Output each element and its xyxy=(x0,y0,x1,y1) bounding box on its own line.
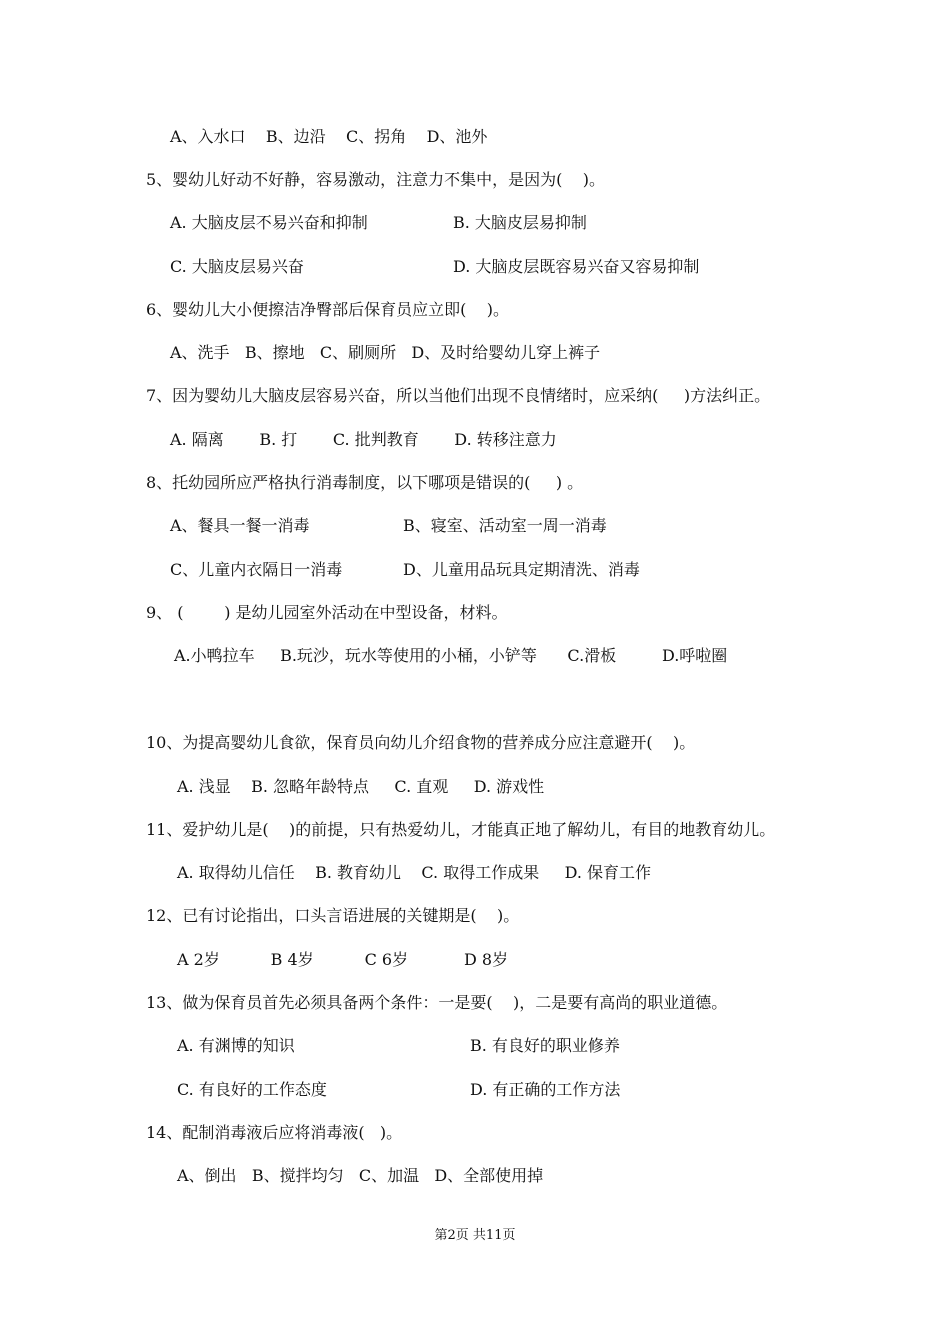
q13-option-a: A. 有渊博的知识 xyxy=(177,1036,295,1055)
q13-option-b: B. 有良好的职业修养 xyxy=(470,1036,620,1055)
q8-option-b: B、寝室、活动室一周一消毒 xyxy=(403,516,607,535)
page-footer: 第2页 共11页 xyxy=(434,1228,516,1243)
q5-option-c: C. 大脑皮层易兴奋 xyxy=(170,257,304,276)
q8-option-c: C、儿童内衣隔日一消毒 xyxy=(170,560,343,579)
q8-option-a: A、餐具一餐一消毒 xyxy=(170,516,310,535)
q5-question: 5、婴幼儿好动不好静，容易激动，注意力不集中，是因为( )。 xyxy=(146,170,606,189)
q9-options: A.小鸭拉车 B.玩沙，玩水等使用的小桶，小铲等 C.滑板 D.呼啦圈 xyxy=(174,646,728,665)
q5-option-a: A. 大脑皮层不易兴奋和抑制 xyxy=(170,213,368,232)
q14-question: 14、配制消毒液后应将消毒液( )。 xyxy=(146,1123,403,1142)
q13-option-c: C. 有良好的工作态度 xyxy=(177,1080,327,1099)
q10-options: A. 浅显 B. 忽略年龄特点 C. 直观 D. 游戏性 xyxy=(177,777,545,796)
q6-options: A、洗手 B、擦地 C、刷厕所 D、及时给婴幼儿穿上裤子 xyxy=(170,343,601,362)
q6-question: 6、婴幼儿大小便擦洁净臀部后保育员应立即( )。 xyxy=(146,300,510,319)
q11-question: 11、爱护幼儿是( )的前提，只有热爱幼儿，才能真正地了解幼儿，有目的地教育幼儿。 xyxy=(146,820,776,839)
q12-options: A 2岁 B 4岁 C 6岁 D 8岁 xyxy=(177,950,509,969)
q8-question: 8、托幼园所应严格执行消毒制度，以下哪项是错误的( ) 。 xyxy=(146,473,584,492)
q9-question: 9、 ( ) 是幼儿园室外活动在中型设备，材料。 xyxy=(146,603,508,622)
q12-question: 12、已有讨论指出，口头言语进展的关键期是( )。 xyxy=(146,906,520,925)
q4-options: A、入水口 B、边沿 C、拐角 D、池外 xyxy=(170,127,488,146)
q8-option-d: D、儿童用品玩具定期清洗、消毒 xyxy=(403,560,640,579)
q7-options: A. 隔离 B. 打 C. 批判教育 D. 转移注意力 xyxy=(170,430,557,449)
q5-option-b: B. 大脑皮层易抑制 xyxy=(453,213,587,232)
q13-question: 13、做为保育员首先必须具备两个条件：一是要( )，二是要有高尚的职业道德。 xyxy=(146,993,728,1012)
q13-option-d: D. 有正确的工作方法 xyxy=(470,1080,621,1099)
q11-options: A. 取得幼儿信任 B. 教育幼儿 C. 取得工作成果 D. 保育工作 xyxy=(177,863,652,882)
q14-options: A、倒出 B、搅拌均匀 C、加温 D、全部使用掉 xyxy=(177,1166,544,1185)
q5-option-d: D. 大脑皮层既容易兴奋又容易抑制 xyxy=(453,257,700,276)
q7-question: 7、因为婴幼儿大脑皮层容易兴奋，所以当他们出现不良情绪时，应采纳( )方法纠正。 xyxy=(146,386,771,405)
q10-question: 10、为提高婴幼儿食欲，保育员向幼儿介绍食物的营养成分应注意避开( )。 xyxy=(146,733,696,752)
